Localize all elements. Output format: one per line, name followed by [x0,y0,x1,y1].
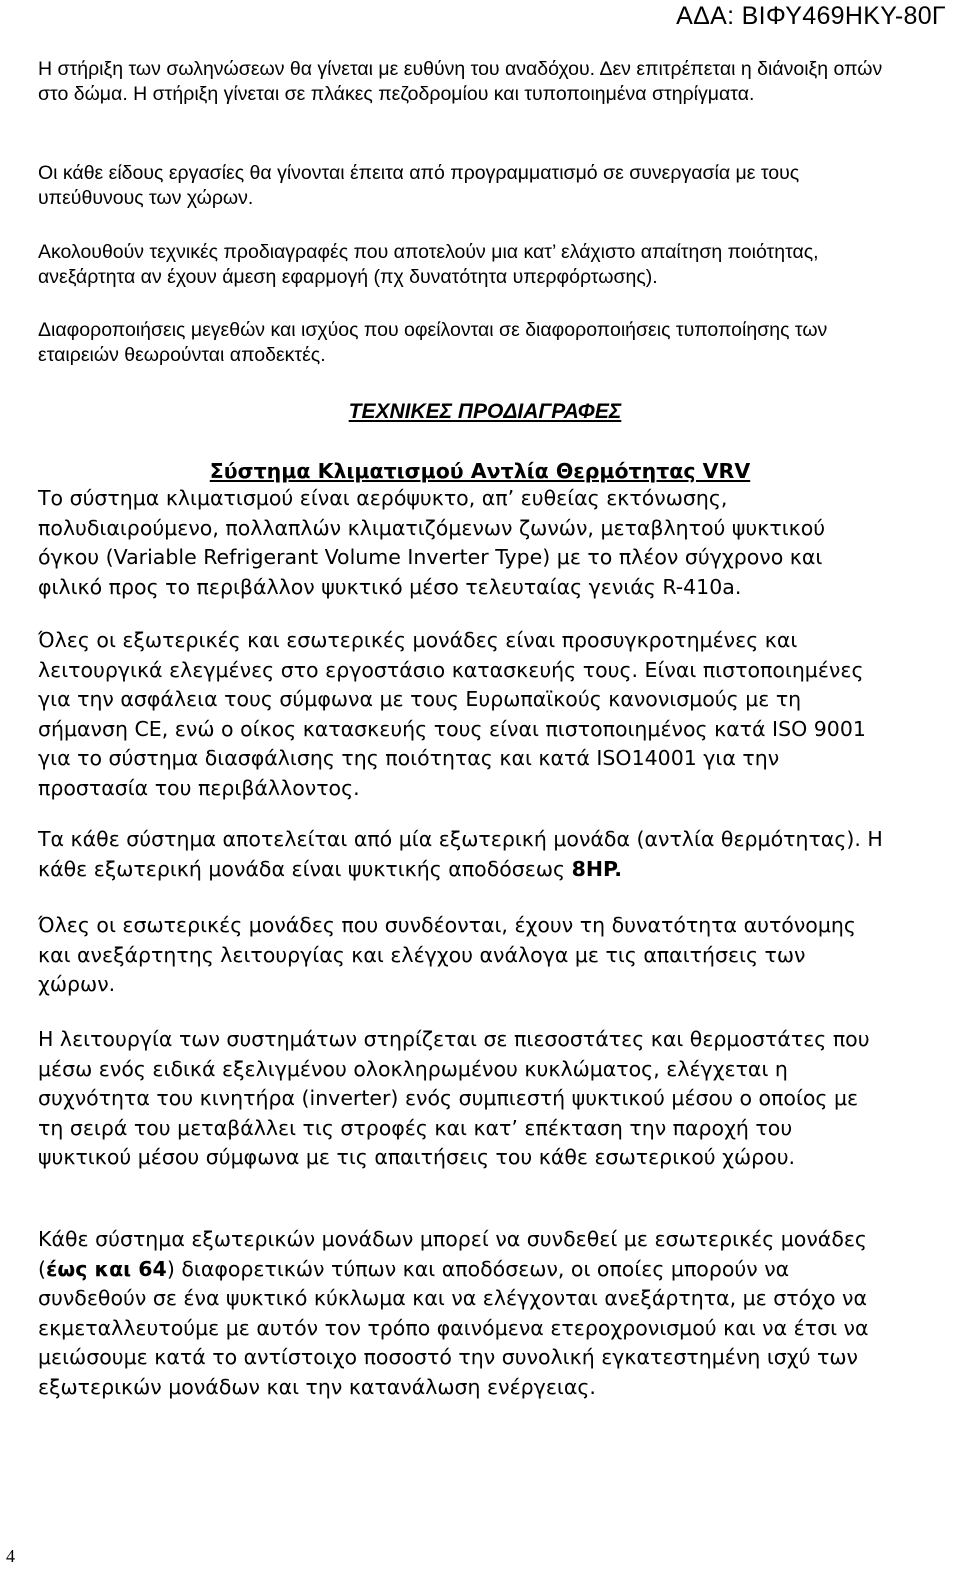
page-number: 4 [6,1546,15,1566]
section-title-text: ΤΕΧΝΙΚΕΣ ΠΡΟΔΙΑΓΡΑΦΕΣ [348,400,622,423]
paragraph-outdoor-unit [38,825,888,884]
connections-text-before: Κάθε σύστημα εξωτερικών μονάδων μπορεί να συνδεθεί με εσωτερικές μονάδες ( [38,1227,867,1281]
intro-paragraph-variations: Διαφοροποιήσεις μεγεθών και ισχύος που οφείλονται σε διαφοροποιήσεις τυποποίησης των εταιρειών θεωρούνται αποδεκτές. [38,319,828,366]
section-subtitle: Σύστημα Κλιματισμού Αντλία Θερμότητας VRV [209,459,751,483]
connections-text-after: ) διαφορετικών τύπων και αποδόσεων, οι οποίες μπορούν να συνδεθούν σε ένα ψυκτικό κύκλωμα και να ελέγχονται ανεξάρτητα, με στόχο να εκμεταλλευτούμε με αυτόν τον τρόπο φαινόμενα ετεροχρονισμού και να έτσι να μειώσουμε κατά το αντίστοιχο ποσοστό την συνολική εγκατεστημένη ισχύ των εξωτερικών μονάδων και την κατανάλωση ενέργειας. [38,1256,869,1399]
paragraph-operation: Η λειτουργία των συστημάτων στηρίζεται σε πιεσοστάτες και θερμοστάτες που μέσω ενός ειδικά εξελιγμένου ολοκληρωμένου κυκλώματος, ελέγχεται η συχνότητα του κινητήρα (inverter) ενός συμπιεστή ψυκτικού μέσου ο οποίος με τη σειρά του μεταβάλλει τις στροφές και κατ’ επέκταση την παροχή του ψυκτικού μέσου σύμφωνα με τις απαιτήσεις του κάθε εσωτερικού χώρου. [38,1027,870,1169]
outdoor-unit-capacity: 8HP. [571,856,623,881]
paragraph-certification: Όλες οι εξωτερικές και εσωτερικές μονάδες είναι προσυγκροτημένες και λειτουργικά ελεγμένες στο εργοστάσιο κατασκευής τους. Είναι πιστοποιημένες για την ασφάλεια τους σύμφωνα με τους Ευρωπαϊκούς κανονισμούς με τη σήμανση CE, ενώ ο οίκος κατασκευής τους είναι πιστοποιημένος κατά ISO 9001 για το σύστημα διασφάλισης της ποιότητας και κατά ISO14001 για την προστασία του περιβάλλοντος. [38,628,866,800]
paragraph-indoor-units: Όλες οι εσωτερικές μονάδες που συνδέονται, έχουν τη δυνατότητα αυτόνομης και ανεξάρτητης λειτουργίας και ελέγχου ανάλογα με τις απαιτήσεις των χώρων. [38,913,856,996]
section-title [0,400,960,424]
paragraph-connections [38,1225,888,1402]
intro-paragraph-specs: Ακολουθούν τεχνικές προδιαγραφές που αποτελούν μια κατ’ ελάχιστο απαίτηση ποιότητας, ανεξάρτητα αν έχουν άμεση εφαρμογή (πχ δυνατότητα υπερφόρτωσης). [38,241,819,288]
ada-code: ΑΔΑ: ΒΙΦΥ469ΗΚΥ-80Γ [676,2,946,30]
outdoor-unit-text: Τα κάθε σύστημα αποτελείται από μία εξωτερική μονάδα (αντλία θερμότητας). Η κάθε εξωτερική μονάδα είναι ψυκτικής αποδόσεως [38,827,883,881]
paragraph-system-description: Το σύστημα κλιματισμού είναι αερόψυκτο, απ’ ευθείας εκτόνωσης, πολυδιαιρούμενο, πολλαπλών κλιματιζόμενων ζωνών, μεταβλητού ψυκτικού όγκου (Variable Refrigerant Volume Inverter Type) με το πλέον σύγχρονο και φιλικό προς το περιβάλλον ψυκτικό μέσο τελευταίας γενιάς R-410a. [38,486,826,599]
connections-max-units: έως και 64 [46,1256,167,1281]
intro-paragraph-scheduling: Οι κάθε είδους εργασίες θα γίνονται έπειτα από προγραμματισμό σε συνεργασία με τους υπεύθυνους των χώρων. [38,162,800,209]
intro-paragraph-support: Η στήριξη των σωληνώσεων θα γίνεται με ευθύνη του αναδόχου. Δεν επιτρέπεται η διάνοιξη οπών στο δώμα. Η στήριξη γίνεται σε πλάκες πεζοδρομίου και τυποποιημένα στηρίγματα. [38,58,883,105]
